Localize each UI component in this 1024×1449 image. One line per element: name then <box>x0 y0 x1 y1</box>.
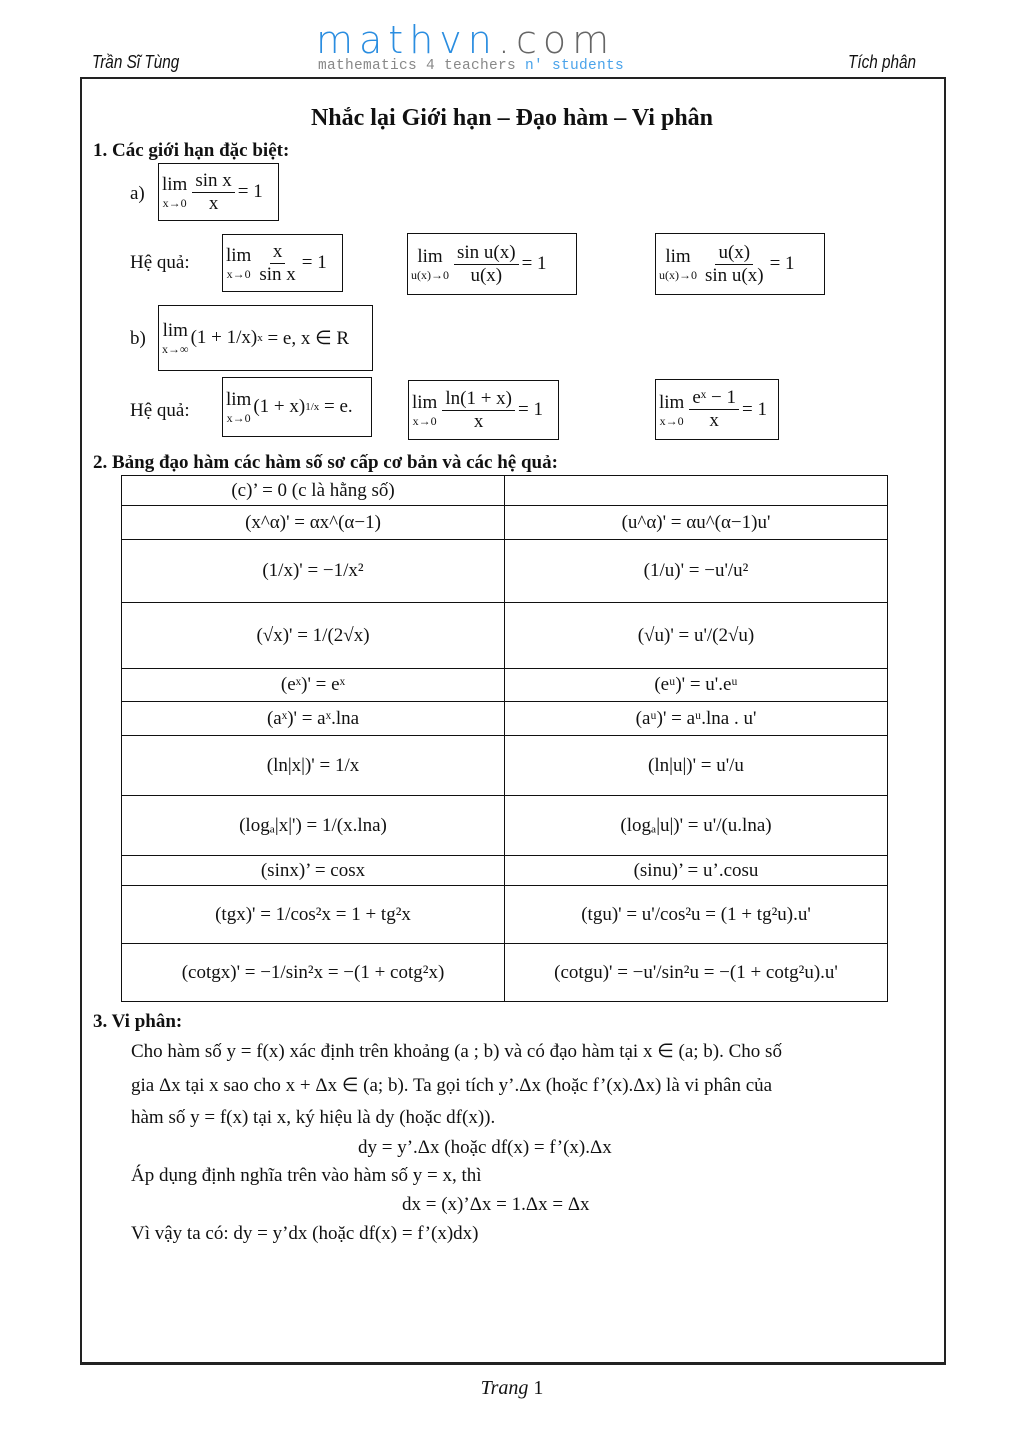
paragraph-line: hàm số y = f(x) tại x, ký hiệu là dy (hoặc df(x)). <box>131 1107 496 1128</box>
table-row <box>122 540 888 603</box>
rhs: = 1 <box>769 253 795 274</box>
mathvn-logo <box>316 18 708 78</box>
table-row <box>122 506 888 540</box>
paragraph-line: Vì vậy ta có: dy = y’dx (hoặc df(x) = f’(x)dx) <box>131 1223 479 1244</box>
table-row <box>122 603 888 669</box>
table-cell-left: (√x)' = 1/(2√x) <box>122 603 505 669</box>
table-cell-left: (c)’ = 0 (c là hằng số) <box>122 476 505 506</box>
base: (1 + 1/x) <box>190 327 258 348</box>
table-cell-left: (logₐ|x|') = 1/(x.lna) <box>122 796 505 856</box>
denominator: x <box>473 410 484 432</box>
numerator: sin u(x) <box>454 243 519 265</box>
lim-text: lim <box>162 174 188 195</box>
corollary-b-3 <box>655 379 779 440</box>
table-cell-right: (eᵘ)' = u'.eᵘ <box>505 669 888 702</box>
rhs: = 1 <box>741 398 767 420</box>
paragraph-line: Cho hàm số y = f(x) xác định trên khoảng (a ; b) và có đạo hàm tại x ∈ (a; b). Cho số <box>131 1041 782 1062</box>
table-cell-left: (tgx)' = 1/cos²x = 1 + tg²x <box>122 886 505 944</box>
lim-sub: x→0 <box>226 411 251 425</box>
lim-text: lim <box>659 391 685 413</box>
table-row <box>122 856 888 886</box>
table-row <box>122 476 888 506</box>
numerator: ln(1 + x) <box>442 389 515 411</box>
table-cell-left: (eˣ)' = eˣ <box>122 669 505 702</box>
rhs: = 1 <box>518 399 543 420</box>
table-cell-right: (cotgu)' = −u'/sin²u = −(1 + cotg²u).u' <box>505 944 888 1002</box>
paragraph-line: Áp dụng định nghĩa trên vào hàm số y = x, thì <box>131 1165 482 1186</box>
table-cell-left: (cotgx)' = −1/sin²x = −(1 + cotg²x) <box>122 944 505 1002</box>
lim-text: lim <box>665 246 691 267</box>
formula-dx: dx = (x)’Δx = 1.Δx = Δx <box>402 1194 590 1215</box>
formula-b <box>158 305 373 371</box>
table-cell-right: (tgu)' = u'/cos²u = (1 + tg²u).u' <box>505 886 888 944</box>
rhs: = 1 <box>237 181 263 202</box>
item-a-label: a) <box>130 183 145 204</box>
lim-text: lim <box>412 392 438 413</box>
table-row <box>122 944 888 1002</box>
table-row <box>122 736 888 796</box>
corollary-a-2 <box>407 233 577 295</box>
lim-sub: u(x)→0 <box>411 268 449 282</box>
page-number: 1 <box>533 1377 544 1399</box>
lim-sub: x→∞ <box>162 342 189 356</box>
derivative-table <box>121 475 888 1002</box>
corollary-a-3 <box>655 233 825 295</box>
lim-sub: x→0 <box>659 413 684 428</box>
table-cell-right: (u^α)' = αu^(α−1)u' <box>505 506 888 540</box>
lim-text: lim <box>417 246 443 267</box>
table-cell-right: (1/u)' = −u'/u² <box>505 540 888 603</box>
section1-heading: 1. Các giới hạn đặc biệt: <box>93 140 290 161</box>
logo-main-gray: .com <box>497 18 616 62</box>
logo-sub-blue: n' students <box>525 58 625 74</box>
exponent: 1/x <box>305 401 320 413</box>
lim-sub: x→0 <box>226 267 251 281</box>
table-row <box>122 886 888 944</box>
rhs: = e. <box>324 396 353 417</box>
table-cell-left: (sinx)’ = cosx <box>122 856 505 886</box>
paragraph-line: gia Δx tại x sao cho x + Δx ∈ (a; b). Ta gọi tích y’.Δx (hoặc f’(x).Δx) là vi phân của <box>131 1075 773 1096</box>
table-cell-right: (logₐ|u|)' = u'/(u.lna) <box>505 796 888 856</box>
numerator: u(x) <box>715 243 753 265</box>
lim-text: lim <box>162 320 188 341</box>
rhs: = 1 <box>521 253 547 274</box>
formula-a <box>158 163 279 221</box>
exponent: x <box>257 332 263 344</box>
formula-dy: dy = y’.Δx (hoặc df(x) = f’(x).Δx <box>358 1137 612 1158</box>
corollary-b-1 <box>222 377 372 437</box>
lim-sub: u(x)→0 <box>659 268 697 282</box>
lim-text: lim <box>226 245 252 266</box>
logo-sub-gray: mathematics 4 teachers <box>318 58 517 74</box>
table-cell-left: (x^α)' = αx^(α−1) <box>122 506 505 540</box>
table-cell-right <box>505 476 888 506</box>
base: (1 + x) <box>253 396 306 417</box>
author-header: Trần Sĩ Tùng <box>92 52 180 72</box>
rhs: = 1 <box>301 252 327 273</box>
denominator: x <box>208 192 219 214</box>
corollary-a-label: Hệ quả: <box>130 252 190 273</box>
table-cell-left: (1/x)' = −1/x² <box>122 540 505 603</box>
numerator: eˣ − 1 <box>689 388 739 410</box>
page-footer <box>0 1377 1024 1400</box>
section2-heading: 2. Bảng đạo hàm các hàm số sơ cấp cơ bản và các hệ quả: <box>93 452 558 473</box>
table-cell-right: (√u)' = u'/(2√u) <box>505 603 888 669</box>
table-row <box>122 702 888 736</box>
footer-label: Trang <box>480 1377 529 1399</box>
table-cell-right: (ln|u|)' = u'/u <box>505 736 888 796</box>
corollary-b-label: Hệ quả: <box>130 400 190 421</box>
denominator: u(x) <box>470 264 503 286</box>
table-cell-right: (aᵘ)' = aᵘ.lna . u' <box>505 702 888 736</box>
table-cell-left: (ln|x|)' = 1/x <box>122 736 505 796</box>
topic-header: Tích phân <box>847 52 916 72</box>
lim-sub: x→0 <box>412 414 437 428</box>
section3-heading: 3. Vi phân: <box>93 1011 183 1032</box>
denominator: sin x <box>259 263 296 285</box>
numerator: x <box>270 242 286 264</box>
denominator: x <box>709 410 719 431</box>
item-b-label: b) <box>130 328 146 349</box>
lim-text: lim <box>226 389 252 410</box>
denominator: sin u(x) <box>705 264 764 286</box>
logo-main-blue: mathvn <box>316 18 498 62</box>
rhs: = e, x ∈ R <box>267 327 350 349</box>
page-title: Nhắc lại Giới hạn – Đạo hàm – Vi phân <box>310 105 714 131</box>
corollary-a-1 <box>222 234 343 292</box>
table-cell-left: (aˣ)' = aˣ.lna <box>122 702 505 736</box>
numerator: sin x <box>192 171 234 193</box>
corollary-b-2 <box>408 380 559 440</box>
lim-sub: x→0 <box>162 196 187 210</box>
table-row <box>122 669 888 702</box>
table-cell-right: (sinu)’ = u’.cosu <box>505 856 888 886</box>
table-row <box>122 796 888 856</box>
